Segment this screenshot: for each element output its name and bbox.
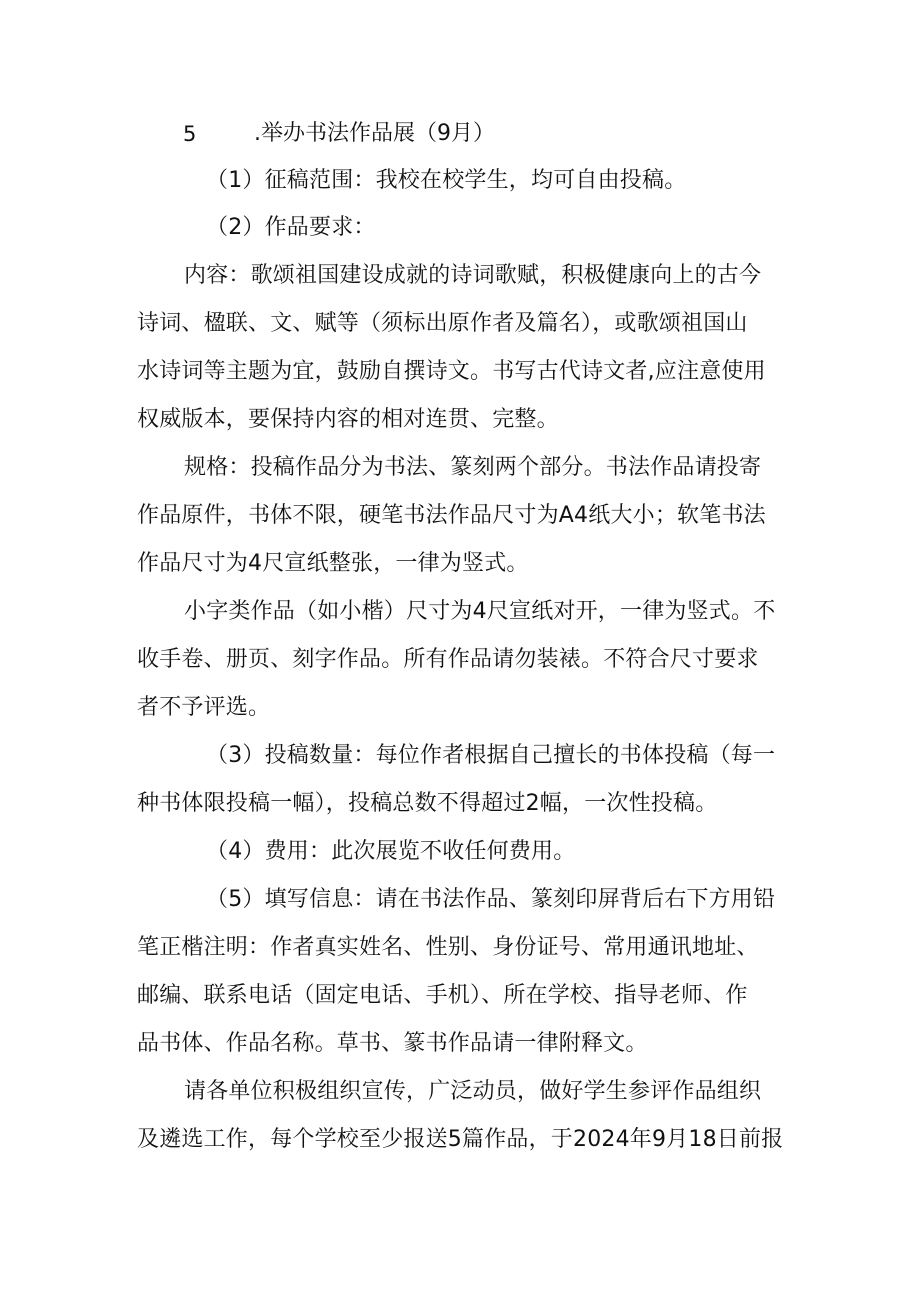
paragraph-line: （1）征稿范围：我校在校学生，均可自由投稿。	[206, 168, 687, 193]
paragraph-line: 作品尺寸为4尺宣纸整张，一律为竖式。	[137, 551, 529, 576]
paragraph-line: 权威版本，要保持内容的相对连贯、完整。	[137, 407, 559, 432]
paragraph-line: 水诗词等主题为宜，鼓励自撰诗文。书写古代诗文者,应注意使用	[137, 359, 766, 384]
paragraph-line: 诗词、楹联、文、赋等（须标出原作者及篇名），或歌颂祖国山	[137, 311, 748, 336]
paragraph-line: 种书体限投稿一幅），投稿总数不得超过2幅，一次性投稿。	[137, 791, 718, 816]
paragraph-line: 及遴选工作，每个学校至少报送5篇作品，于2024年9月18日前报	[137, 1127, 784, 1152]
paragraph-line: 邮编、联系电话（固定电话、手机）、所在学校、指导老师、作	[137, 983, 748, 1008]
paragraph-line: （2）作品要求：	[206, 215, 376, 240]
paragraph-line: （5）填写信息：请在书法作品、篆刻印屏背后右下方用铅	[206, 887, 776, 912]
paragraph-line: 小字类作品（如小楷）尺寸为4尺宣纸对开，一律为竖式。不	[184, 599, 776, 624]
paragraph-line: （3）投稿数量：每位作者根据自己擅长的书体投稿（每一	[206, 743, 776, 768]
paragraph-line: 者不予评选。	[137, 695, 271, 720]
paragraph-line: 品书体、作品名称。草书、篆书作品请一律附释文。	[137, 1031, 648, 1056]
paragraph-line: 规格：投稿作品分为书法、篆刻两个部分。书法作品请投寄	[184, 455, 762, 480]
paragraph-line: 作品原件，书体不限，硬笔书法作品尺寸为A4纸大小；软笔书法	[137, 503, 766, 528]
paragraph-line: 内容：歌颂祖国建设成就的诗词歌赋，积极健康向上的古今	[184, 263, 762, 288]
section-title: .举办书法作品展（9月）	[254, 121, 495, 146]
paragraph-line: （4）费用：此次展览不收任何费用。	[206, 839, 576, 864]
paragraph-line: 笔正楷注明：作者真实姓名、性别、身份证号、常用通讯地址、	[137, 935, 759, 960]
section-number: 5	[183, 122, 197, 146]
paragraph-line: 请各单位积极组织宣传，广泛动员，做好学生参评作品组织	[184, 1079, 762, 1104]
paragraph-line: 收手卷、册页、刻字作品。所有作品请勿装裱。不符合尺寸要求	[137, 647, 759, 672]
